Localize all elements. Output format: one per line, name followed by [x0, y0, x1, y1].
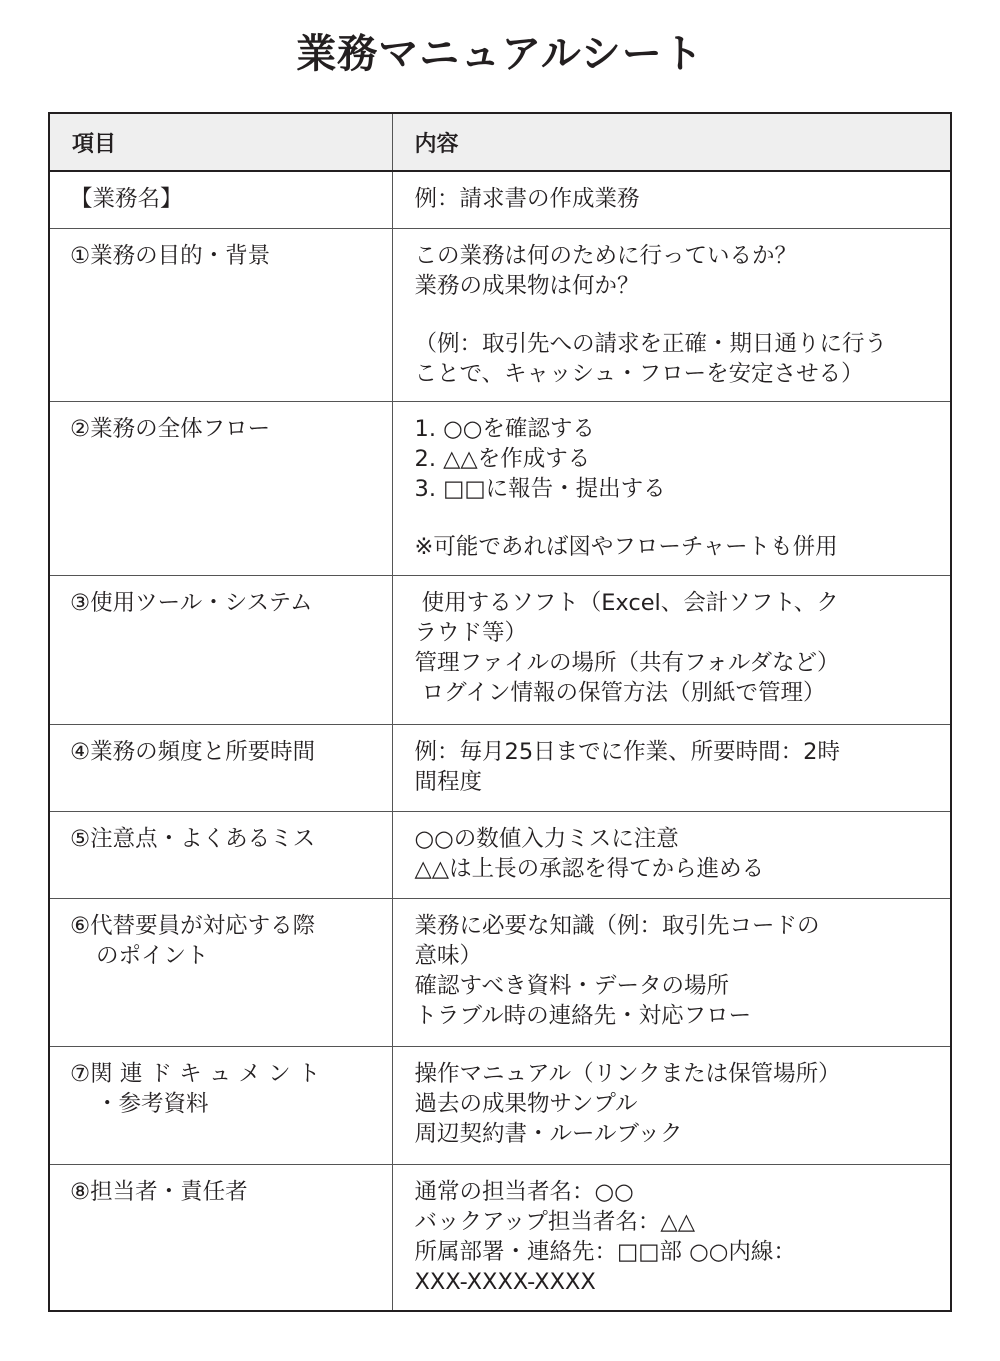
row-content-cell — [392, 575, 950, 724]
row-item-label: ⑥代替要員が対応する際 — [70, 912, 316, 939]
row-content-line: 3. □□に報告・提出する — [414, 475, 666, 502]
row-content-line: 管理ファイルの場所（共有フォルダなど） — [414, 649, 840, 676]
row-content-line: 例：請求書の作成業務 — [414, 186, 640, 212]
row-content-line: 例：毎月25日までに作業、所要時間：2時 — [414, 738, 840, 765]
row-content-cell — [392, 171, 950, 228]
row-content-line: 使用するソフト（Excel、会計ソフト、ク — [414, 589, 839, 616]
row-item-cell — [50, 811, 392, 898]
row-item-label: ①業務の目的・背景 — [70, 242, 271, 269]
manual-sheet-table — [48, 112, 952, 1312]
row-content-line: 操作マニュアル（リンクまたは保管場所） — [414, 1060, 841, 1087]
row-item-label: 【業務名】 — [70, 186, 183, 212]
row-content-line: 間程度 — [414, 768, 483, 795]
row-content-line: 所属部署・連絡先：□□部 ○○内線： — [414, 1238, 796, 1265]
row-content-line: ○○の数値入力ミスに注意 — [414, 825, 679, 852]
manual-table — [50, 114, 950, 1310]
row-content-line: ログイン情報の保管方法（別紙で管理） — [414, 679, 826, 706]
row-item-cell — [50, 228, 392, 401]
table-row — [50, 1046, 950, 1164]
row-content-line: トラブル時の連絡先・対応フロー — [414, 1002, 752, 1029]
row-item-cell — [50, 1164, 392, 1310]
row-content-line: 確認すべき資料・データの場所 — [414, 972, 730, 999]
row-content-line: 過去の成果物サンプル — [414, 1090, 638, 1117]
row-content-line: 通常の担当者名：○○ — [414, 1178, 634, 1205]
table-row — [50, 401, 950, 575]
row-item-cell — [50, 898, 392, 1046]
row-content-cell — [392, 811, 950, 898]
table-row — [50, 1164, 950, 1310]
row-content-line: 2. △△を作成する — [414, 445, 591, 472]
row-item-cell — [50, 1046, 392, 1164]
row-content-line: 業務に必要な知識（例：取引先コードの — [414, 912, 820, 939]
row-content-line: XXX-XXXX-XXXX — [414, 1268, 596, 1295]
page-title: 業務マニュアルシート — [296, 31, 704, 77]
row-item-cell — [50, 401, 392, 575]
table-header-row — [50, 114, 950, 171]
row-content-line: 業務の成果物は何か？ — [414, 272, 640, 299]
blank-line — [415, 504, 939, 532]
row-content-cell — [392, 724, 950, 811]
row-content-line: 周辺契約書・ルールブック — [414, 1120, 683, 1147]
row-item-cell — [50, 575, 392, 724]
row-content-line: △△は上長の承認を得てから進める — [414, 855, 765, 882]
row-item-cell — [50, 724, 392, 811]
row-item-label: のポイント — [96, 942, 209, 969]
table-body — [50, 171, 950, 1310]
row-content-line: （例：取引先への請求を正確・期日通りに行う — [414, 330, 888, 357]
table-row — [50, 724, 950, 811]
row-content-line: ※可能であれば図やフローチャートも併用 — [414, 533, 838, 560]
row-content-cell — [392, 228, 950, 401]
row-item-label: ②業務の全体フロー — [70, 415, 271, 442]
row-item-label: ④業務の頻度と所要時間 — [70, 738, 316, 765]
row-content-cell — [392, 401, 950, 575]
row-content-line: ラウド等） — [414, 619, 528, 646]
row-content-line: 意味） — [414, 942, 483, 969]
row-content-cell — [392, 1046, 950, 1164]
row-item-label: ・参考資料 — [96, 1090, 209, 1117]
row-item-label: ③使用ツール・システム — [70, 589, 313, 616]
row-content-line: 1. ○○を確認する — [414, 415, 595, 442]
row-content-cell — [392, 898, 950, 1046]
row-item-label: ⑧担当者・責任者 — [70, 1178, 248, 1205]
row-item-label: ⑦関 連 ド キ ュ メ ン ト — [70, 1060, 321, 1087]
row-item-cell — [50, 171, 392, 228]
table-row — [50, 898, 950, 1046]
table-row — [50, 811, 950, 898]
table-row — [50, 171, 950, 228]
row-item-label: ⑤注意点・よくあるミス — [70, 825, 316, 852]
row-content-line: ことで、キャッシュ・フローを安定させる） — [414, 360, 864, 387]
row-content-line: この業務は何のために行っているか？ — [414, 242, 798, 269]
table-row — [50, 575, 950, 724]
column-header-item: 項目 — [50, 114, 392, 171]
column-header-content: 内容 — [392, 114, 950, 171]
blank-line — [415, 301, 939, 329]
table-row — [50, 228, 950, 401]
row-content-line: バックアップ担当者名：△△ — [414, 1208, 696, 1235]
row-content-cell — [392, 1164, 950, 1310]
